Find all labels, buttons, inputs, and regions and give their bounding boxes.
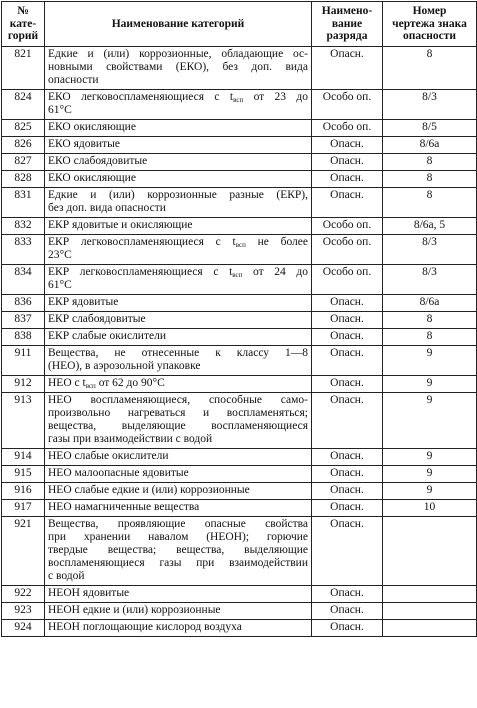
table-row [2, 47, 477, 90]
table-row [2, 265, 477, 295]
category-name-text: не более [245, 236, 309, 248]
category-code: 833 [2, 235, 45, 265]
category-code: 824 [2, 90, 45, 120]
category-name [45, 483, 312, 500]
category-name-line: (НЕО), в аэрозольной упаковке [48, 360, 201, 372]
hazard-class: Опасн. [312, 346, 383, 376]
hazard-class: Особо оп. [312, 265, 383, 295]
hazard-class: Особо оп. [312, 235, 383, 265]
category-code: 838 [2, 329, 45, 346]
hazard-sign-number [383, 620, 477, 637]
category-code: 911 [2, 346, 45, 376]
category-name-line: ЕКР ядовитые [48, 296, 119, 308]
table-header [2, 2, 477, 47]
category-code: 837 [2, 312, 45, 329]
category-name [45, 120, 312, 137]
hazard-sign-number [383, 586, 477, 603]
category-code: 827 [2, 154, 45, 171]
table-row [2, 376, 477, 393]
category-name [45, 265, 312, 295]
table-row [2, 171, 477, 188]
hazard-sign-number: 8/5 [383, 120, 477, 137]
hazard-sign-number: 8/6а [383, 295, 477, 312]
category-code: 914 [2, 449, 45, 466]
flash-point-subscript: всп [232, 271, 243, 279]
hazard-sign-number: 8 [383, 188, 477, 218]
hazard-class: Опасн. [312, 517, 383, 586]
hazard-class: Опасн. [312, 188, 383, 218]
category-name-line: ЕКР слабоядовитые [48, 313, 146, 325]
category-name [45, 449, 312, 466]
category-name-text: ЕКР легковоспламеняющиеся с t [48, 266, 233, 278]
hazard-class: Опасн. [312, 500, 383, 517]
category-name-line: НЕО малоопасные ядовитые [48, 467, 189, 479]
category-code: 828 [2, 171, 45, 188]
category-name-text: ЕКО легковоспламеняющиеся с t [48, 91, 234, 103]
category-name-line: Вещества, не отнесенные к классу 1—8 [48, 347, 308, 359]
category-name-line: НЕОН ядовитые [48, 587, 130, 599]
category-name-text: от 24 до [242, 266, 308, 278]
category-name-line: ЕКР ядовитые и окисляющие [48, 219, 193, 231]
flash-point-subscript: всп [85, 382, 96, 390]
category-name-text: ЕКР легковоспламеняющиеся с t [48, 236, 236, 248]
category-name [45, 154, 312, 171]
hazard-sign-number: 8 [383, 329, 477, 346]
table-row [2, 218, 477, 235]
category-name-line: НЕОН едкие и (или) коррозионные [48, 604, 221, 616]
hazard-class: Опасн. [312, 295, 383, 312]
category-name-line: произвольно нагреваться и воспламеняться; [48, 407, 308, 419]
hazard-class: Опасн. [312, 620, 383, 637]
category-name [45, 329, 312, 346]
category-name-line [48, 377, 308, 390]
category-name-line: с водой [48, 570, 85, 582]
category-code: 913 [2, 393, 45, 449]
table-row [2, 329, 477, 346]
header-code-line: № [17, 5, 29, 18]
category-code: 832 [2, 218, 45, 235]
header-code [2, 2, 45, 47]
table-row [2, 483, 477, 500]
table-row [2, 393, 477, 449]
category-code: 831 [2, 188, 45, 218]
category-name [45, 500, 312, 517]
category-name-line: 61°C [48, 279, 72, 291]
category-name [45, 346, 312, 376]
category-name-line: ЕКО окисляющие [48, 172, 136, 184]
header-class-line: вание [331, 17, 363, 30]
category-name-line: Едкие и (или) коррозионные, обладающие ос- [48, 48, 308, 60]
category-name [45, 376, 312, 393]
category-code: 826 [2, 137, 45, 154]
category-name-line: вещества, выделяющие воспламеняющиеся [48, 420, 308, 432]
category-code: 916 [2, 483, 45, 500]
category-name-line: НЕО слабые едкие и (или) коррозионные [48, 484, 250, 496]
table-row [2, 346, 477, 376]
category-name [45, 235, 312, 265]
hazard-sign-number: 8/6а [383, 137, 477, 154]
hazard-class: Опасн. [312, 586, 383, 603]
table-row [2, 154, 477, 171]
category-name-line: ЕКР слабые окислители [48, 330, 166, 342]
header-code-line: кате- [9, 17, 37, 30]
hazard-class: Опасн. [312, 329, 383, 346]
table-row [2, 235, 477, 265]
header-class-line: Наимено- [321, 5, 373, 18]
hazard-class: Опасн. [312, 393, 383, 449]
header-sign [383, 2, 477, 47]
category-code: 836 [2, 295, 45, 312]
hazard-sign-number: 8/3 [383, 90, 477, 120]
category-name [45, 90, 312, 120]
table-row [2, 517, 477, 586]
hazard-sign-number: 8/3 [383, 265, 477, 295]
category-name-line: ЕКО ядовитые [48, 138, 120, 150]
flash-point-subscript: всп [233, 96, 244, 104]
category-name-line [48, 91, 308, 104]
header-name: Наименование категорий [45, 2, 312, 47]
hazard-sign-number: 9 [383, 483, 477, 500]
table-row [2, 312, 477, 329]
hazard-category-table [1, 1, 477, 637]
category-name [45, 312, 312, 329]
category-name [45, 188, 312, 218]
hazard-sign-number: 9 [383, 346, 477, 376]
category-code: 917 [2, 500, 45, 517]
table-row [2, 500, 477, 517]
category-name-line: Едкие и (или) коррозионные разные (ЕКР), [48, 189, 308, 201]
hazard-sign-number: 9 [383, 449, 477, 466]
category-name-line: воспламеняющиеся газы при взаимодействии [48, 557, 308, 569]
category-code: 924 [2, 620, 45, 637]
table-row [2, 120, 477, 137]
header-class-line: разряда [326, 30, 368, 43]
category-code: 921 [2, 517, 45, 586]
header-sign-line: Номер [412, 5, 447, 18]
hazard-sign-number: 8/3 [383, 235, 477, 265]
category-code: 834 [2, 265, 45, 295]
hazard-class: Опасн. [312, 449, 383, 466]
category-name [45, 393, 312, 449]
hazard-class: Опасн. [312, 312, 383, 329]
category-name [45, 586, 312, 603]
category-code: 821 [2, 47, 45, 90]
hazard-class: Опасн. [312, 47, 383, 90]
category-name-line: 23°C [48, 249, 72, 261]
table-row [2, 295, 477, 312]
category-name-line: НЕО слабые окислители [48, 450, 169, 462]
category-name-line: без доп. вида опасности [48, 202, 166, 214]
hazard-class: Опасн. [312, 137, 383, 154]
category-name [45, 620, 312, 637]
category-name [45, 466, 312, 483]
hazard-class: Особо оп. [312, 218, 383, 235]
hazard-class: Опасн. [312, 603, 383, 620]
table-row [2, 90, 477, 120]
hazard-sign-number: 10 [383, 500, 477, 517]
flash-point-subscript: всп [235, 241, 246, 249]
table-row [2, 137, 477, 154]
table-row [2, 449, 477, 466]
category-name-line: твердые вещества; вещества, выделяющие [48, 544, 308, 556]
category-name-line: ЕКО окисляющие [48, 121, 136, 133]
hazard-sign-number: 9 [383, 466, 477, 483]
hazard-sign-number [383, 517, 477, 586]
hazard-class: Опасн. [312, 466, 383, 483]
category-name [45, 603, 312, 620]
category-name-line: при хранении навалом (НЕОН); горючие [48, 531, 308, 543]
hazard-sign-number: 8 [383, 154, 477, 171]
category-name-line: НЕО воспламеняющиеся, способные само- [48, 394, 308, 406]
table-row [2, 586, 477, 603]
hazard-class: Опасн. [312, 376, 383, 393]
category-code: 912 [2, 376, 45, 393]
header-class [312, 2, 383, 47]
hazard-sign-number: 8 [383, 171, 477, 188]
hazard-sign-number: 8/6а, 5 [383, 218, 477, 235]
hazard-class: Опасн. [312, 171, 383, 188]
category-name-text: от 62 до 90°C [95, 377, 165, 389]
category-name [45, 47, 312, 90]
category-name-line: новными свойствами (ЕКО), без доп. вида [48, 61, 308, 73]
category-name-line: Вещества, проявляющие опасные свойства [48, 518, 308, 530]
category-name [45, 171, 312, 188]
category-name [45, 295, 312, 312]
hazard-sign-number: 9 [383, 393, 477, 449]
category-name-line: опасности [48, 74, 99, 86]
header-code-line: горий [7, 30, 39, 43]
category-name-line [48, 266, 308, 279]
category-name-line: НЕО намагниченные вещества [48, 501, 200, 513]
header-sign-line: опасности [403, 30, 456, 43]
category-name-line: ЕКО слабоядовитые [48, 155, 148, 167]
hazard-sign-number [383, 603, 477, 620]
category-name [45, 517, 312, 586]
category-name [45, 218, 312, 235]
category-name-text: НЕО с t [48, 377, 86, 389]
hazard-sign-number: 8 [383, 312, 477, 329]
hazard-class: Опасн. [312, 483, 383, 500]
category-name-text: от 23 до [243, 91, 308, 103]
category-name-line: газы при взаимодействии с водой [48, 433, 213, 445]
category-code: 923 [2, 603, 45, 620]
hazard-sign-number: 8 [383, 47, 477, 90]
category-name-line: 61°C [48, 104, 72, 116]
header-sign-line: чертежа знака [392, 17, 467, 30]
hazard-class: Особо оп. [312, 120, 383, 137]
category-code: 922 [2, 586, 45, 603]
category-name [45, 137, 312, 154]
category-name-line [48, 236, 308, 249]
category-name-line: НЕОН поглощающие кислород воздуха [48, 621, 242, 633]
hazard-class: Опасн. [312, 154, 383, 171]
hazard-sign-number: 9 [383, 376, 477, 393]
table-row [2, 603, 477, 620]
hazard-class: Особо оп. [312, 90, 383, 120]
table-row [2, 620, 477, 637]
table-row [2, 466, 477, 483]
category-code: 825 [2, 120, 45, 137]
table-body [2, 47, 477, 637]
table-row [2, 188, 477, 218]
category-code: 915 [2, 466, 45, 483]
